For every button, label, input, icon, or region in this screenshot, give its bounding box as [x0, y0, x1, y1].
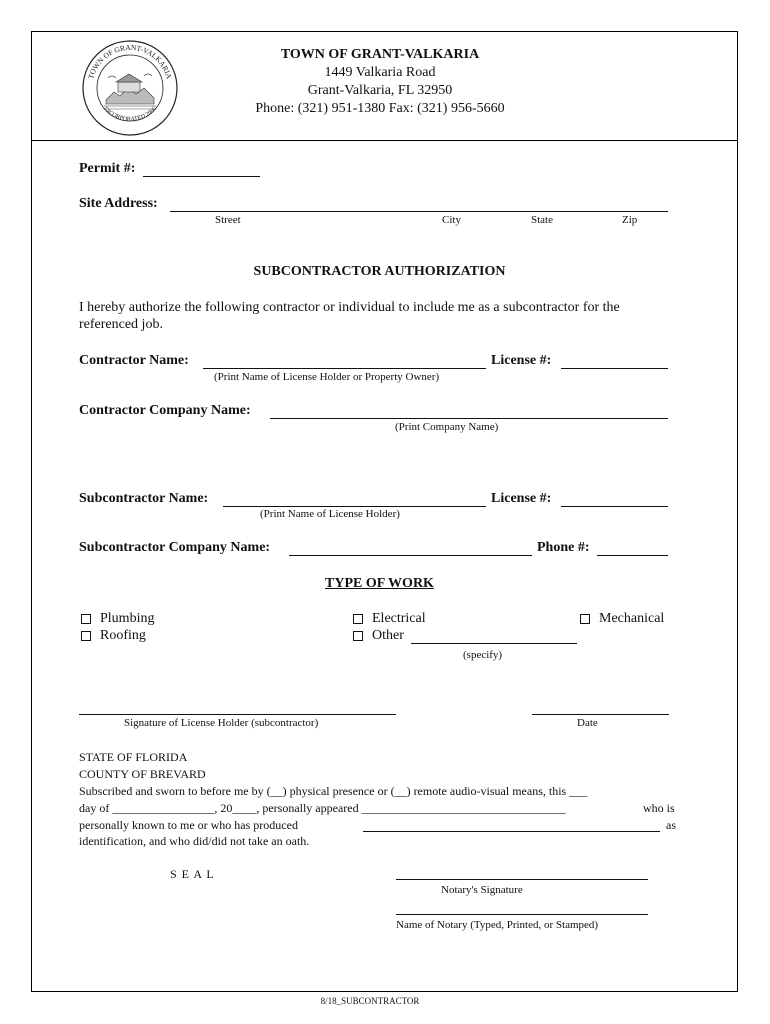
notary-signature-field[interactable] — [396, 879, 648, 880]
electrical-label: Electrical — [372, 611, 426, 626]
contractor-company-hint: (Print Company Name) — [395, 421, 499, 433]
date-field[interactable] — [532, 714, 669, 715]
notary-name-field[interactable] — [396, 914, 648, 915]
contractor-license-field[interactable] — [561, 368, 668, 369]
subcontractor-license-label: License #: — [491, 491, 552, 506]
form-code: 8/18_SUBCONTRACTOR — [320, 996, 420, 1006]
contractor-name-field[interactable] — [203, 368, 486, 369]
town-name: TOWN OF GRANT-VALKARIA — [280, 47, 480, 62]
town-street: 1449 Valkaria Road — [324, 65, 436, 80]
subcontractor-company-field[interactable] — [289, 555, 532, 556]
subcontractor-license-field[interactable] — [561, 506, 668, 507]
site-address-zip-label: Zip — [622, 214, 638, 226]
subcontractor-phone-field[interactable] — [597, 555, 668, 556]
permit-label: Permit #: — [79, 161, 136, 176]
identification-field[interactable] — [363, 831, 660, 832]
type-of-work-title: TYPE OF WORK — [325, 576, 434, 591]
notary-line-4: identification, and who did/did not take an oath. — [79, 834, 310, 848]
town-phone-fax: Phone: (321) 951-1380 Fax: (321) 956-5660 — [255, 101, 505, 116]
specify-hint: (specify) — [463, 649, 503, 661]
town-seal-icon — [80, 38, 180, 138]
mechanical-checkbox[interactable] — [580, 614, 590, 624]
notary-name-label: Name of Notary (Typed, Printed, or Stamped) — [396, 919, 599, 931]
site-address-state-label: State — [531, 214, 553, 226]
contractor-license-label: License #: — [491, 353, 552, 368]
intro-line-2: referenced job. — [79, 317, 163, 332]
notary-line-2: day of _________________, 20____, personally appeared __________________________________ — [79, 801, 566, 815]
intro-line-1: I hereby authorize the following contractor or individual to include me as a subcontractor for the — [79, 300, 620, 315]
mechanical-label: Mechanical — [599, 611, 665, 626]
roofing-checkbox[interactable] — [81, 631, 91, 641]
other-specify-field[interactable] — [411, 643, 577, 644]
seal-ring-text: TOWN OF GRANT-VALKARIA — [86, 42, 174, 80]
subcontractor-name-field[interactable] — [223, 506, 486, 507]
notary-signature-label: Notary's Signature — [441, 884, 523, 896]
notary-line-2-end: who is — [643, 801, 675, 815]
notary-line-3: personally known to me or who has produced — [79, 818, 298, 832]
notary-state: STATE OF FLORIDA — [79, 750, 188, 764]
plumbing-checkbox[interactable] — [81, 614, 91, 624]
site-address-field[interactable] — [170, 211, 668, 212]
electrical-checkbox[interactable] — [353, 614, 363, 624]
contractor-name-label: Contractor Name: — [79, 353, 189, 368]
contractor-name-hint: (Print Name of License Holder or Property Owner) — [214, 371, 440, 383]
subcontractor-name-hint: (Print Name of License Holder) — [260, 508, 400, 520]
plumbing-label: Plumbing — [100, 611, 155, 626]
date-label: Date — [577, 717, 598, 729]
other-checkbox[interactable] — [353, 631, 363, 641]
roofing-label: Roofing — [100, 628, 146, 643]
notary-line-3-end: as — [666, 818, 676, 832]
contractor-company-field[interactable] — [270, 418, 668, 419]
svg-text:INCORPORATED 2006 — [102, 106, 158, 123]
holder-signature-field[interactable] — [79, 714, 396, 715]
header-divider — [31, 140, 738, 141]
other-label: Other — [372, 628, 404, 643]
permit-field[interactable] — [143, 176, 260, 177]
seal-label: S E A L — [170, 867, 215, 881]
notary-county: COUNTY OF BREVARD — [79, 767, 206, 781]
section-title: SUBCONTRACTOR AUTHORIZATION — [253, 264, 506, 279]
site-address-label: Site Address: — [79, 196, 158, 211]
seal-bottom-text: INCORPORATED 2006 — [102, 106, 158, 123]
site-address-street-label: Street — [215, 214, 241, 226]
subcontractor-phone-label: Phone #: — [537, 540, 590, 555]
notary-line-1: Subscribed and sworn to before me by (__) physical presence or (__) remote audio-visual means, this ___ — [79, 784, 588, 798]
site-address-city-label: City — [442, 214, 461, 226]
town-city-state-zip: Grant-Valkaria, FL 32950 — [307, 83, 453, 98]
subcontractor-name-label: Subcontractor Name: — [79, 491, 209, 506]
holder-signature-label: Signature of License Holder (subcontractor) — [124, 717, 319, 729]
subcontractor-company-label: Subcontractor Company Name: — [79, 540, 271, 555]
contractor-company-label: Contractor Company Name: — [79, 403, 251, 418]
